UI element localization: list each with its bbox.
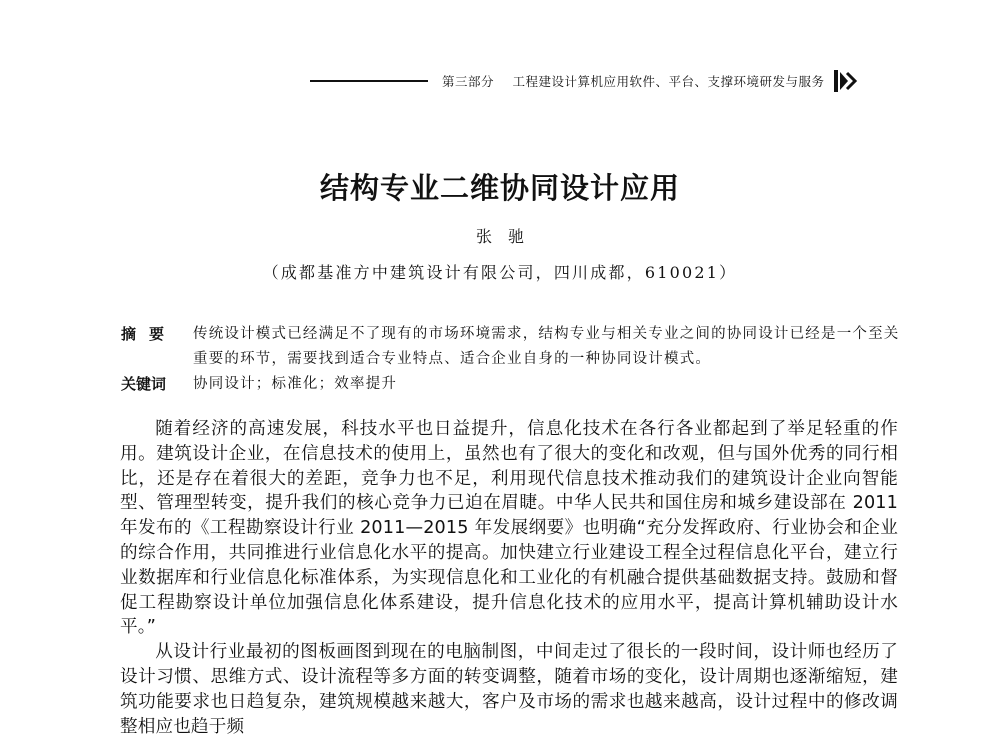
header-rule: [310, 80, 428, 82]
header-section-title: 工程建设计算机应用软件、平台、支撑环境研发与服务: [512, 74, 825, 89]
article-author: 张驰: [475, 227, 540, 246]
abstract-row: [121, 322, 901, 372]
abstract-text: 传统设计模式已经满足不了现有的市场环境需求，结构专业与相关专业之间的协同设计已经是一个至关重要的环节，需要找到适合专业特点、适合企业自身的一种协同设计模式。: [193, 326, 900, 367]
keywords-row: [121, 372, 901, 397]
abstract-label: 摘要: [121, 325, 178, 343]
keywords-text: 协同设计；标准化；效率提升: [193, 376, 398, 392]
abstract-block: [121, 322, 901, 397]
article-affiliation: （成都基准方中建筑设计有限公司，四川成都，610021）: [262, 263, 738, 282]
header-part-label: 第三部分: [442, 74, 495, 89]
double-chevron-right-icon: [833, 69, 859, 93]
header-section: [442, 72, 825, 90]
article-title: 结构专业二维协同设计应用: [319, 171, 680, 205]
body-paragraph: 随着经济的高速发展，科技水平也日益提升，信息化技术在各行各业都起到了举足轻重的作用。建筑设计企业，在信息技术的使用上，虽然也有了很大的变化和改观，但与国外优秀的同行相比，还是存在着很大的差距，竞争力也不足，利用现代信息技术推动我们的建筑设计企业向智能型、管理型转变，提升我们的核心竞争力已迫在眉睫。中华人民共和国住房和城乡建设部在 2011 年发布的《工程勘察设计行业 2011—2015 年发展纲要》也明确“充分发挥政府、行业协会和企业的综合作用，共同推进行业信息化水平的提高。加快建立行业建设工程全过程信息化平台，建立行业数据库和行业信息化标准体系，为实现信息化和工业化的有机融合提供基础数据支持。鼓励和督促工程勘察设计单位加强信息化体系建设，提升信息化技术的应用水平，提高计算机辅助设计水平。”: [120, 419, 898, 638]
body-paragraph: 从设计行业最初的图板画图到现在的电脑制图，中间走过了很长的一段时间，设计师也经历了设计习惯、思维方式、设计流程等多方面的转变调整，随着市场的变化，设计周期也逐渐缩短，建筑功能要求也日趋复杂，建筑规模越来越大，客户及市场的需求也越来越高，设计过程中的修改调整相应也趋于频: [120, 642, 898, 737]
article-body: [120, 417, 898, 739]
running-header: [310, 68, 900, 94]
keywords-label: 关键词: [121, 375, 167, 393]
